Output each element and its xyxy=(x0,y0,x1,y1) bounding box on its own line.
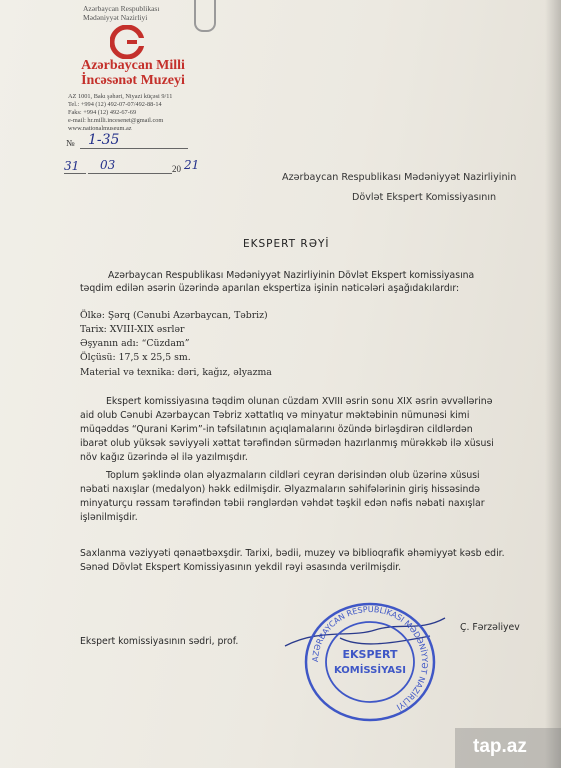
address-line: e-mail: hr.milli.incesenet@gmail.com xyxy=(68,117,164,124)
intro-line: Azərbaycan Respublikası Mədəniyyət Nazirliyinin Dövlət Ekspert komissiyasına xyxy=(108,270,475,281)
paragraph1-line: növ kağız üzərində əl ilə yazılmışdır. xyxy=(80,452,248,463)
signature-name: Ç. Fərzəliyev xyxy=(460,622,520,633)
document-title: EKSPERT RƏYİ xyxy=(243,238,330,250)
official-stamp-icon xyxy=(300,600,440,724)
address-line: Faks: +994 (12) 492-67-69 xyxy=(68,109,137,116)
detail-item-name: Əşyanın adı: “Cüzdam” xyxy=(80,338,190,349)
paragraph2-line: nəbati naxışlar (medalyon) həkk edilmişdir. Əlyazmaların səhifələrinin giriş hissəsində xyxy=(80,484,481,495)
address-line: AZ 1001, Bakı şəhəri, Niyazi küçəsi 9/11 xyxy=(68,93,173,100)
conclusion-line: Sənəd Dövlət Ekspert Komissiyasının yekdil rəyi əsasında verilmişdir. xyxy=(80,562,402,573)
address-line: www.nationalmuseum.az xyxy=(68,125,132,132)
signature-role: Ekspert komissiyasının sədri, prof. xyxy=(80,636,239,647)
paragraph1-line: aid olub Cənubi Azərbaycan Təbriz xəttatlıq və minyatur məktəbinin nümunəsi kimi xyxy=(80,410,470,421)
paragraph2-line: işlənilmişdir. xyxy=(80,512,138,523)
address-line: Tel.: +994 (12) 492-07-07/492-88-14 xyxy=(68,101,162,108)
paragraph2-line: minyaturçu rəssam tərəfindən təbii rənglərdən vəhdət təşkil edən nəfis nəbati naxışlar xyxy=(80,498,485,509)
intro-line: təqdim edilən əsərin üzərində aparılan ekspertiza işinin nəticələri aşağıdakılardır: xyxy=(80,283,460,294)
paragraph2-line: Toplum şəklində olan əlyazmaların cildləri ceyran dərisindən olub üzərinə xüsusi xyxy=(106,470,480,481)
date-day-underline xyxy=(64,173,86,174)
page-shadow xyxy=(545,0,561,768)
number-prefix: № xyxy=(66,138,75,148)
paragraph1-line: müqəddəs “Qurani Kərim”-in təfsilatının açıqlamalarını özündə birləşdirən cildlərdən xyxy=(80,424,473,435)
paragraph1-line: ibarət olub yüksək səviyyəli xəttat tərəfindən sürmədən hazırlanmış mürəkkəb ilə xüsusi xyxy=(80,438,494,449)
date-year-prefix: 20 xyxy=(172,164,181,174)
ministry-line2: Mədəniyyət Nazirliyi xyxy=(83,13,148,22)
org-name-line2: İncəsənət Muzeyi xyxy=(81,73,185,88)
recipient-line2: Dövlət Ekspert Komissiyasının xyxy=(352,192,497,203)
paper-clip xyxy=(194,0,216,32)
recipient-line1: Azərbaycan Respublikası Mədəniyyət Nazirliyinin xyxy=(282,172,517,183)
org-name-line1: Azərbaycan Milli xyxy=(81,58,185,73)
museum-logo-icon xyxy=(110,25,144,59)
watermark-text: tap.az xyxy=(473,736,527,757)
stamp-center-line1: EKSPERT xyxy=(342,648,398,661)
stamp-ring-text: AZƏRBAYCAN RESPUBLİKASI MƏDƏNİYYƏT NAZİRLİYİ xyxy=(310,604,430,712)
org-address xyxy=(68,93,188,133)
stamp-center-line2: KOMİSSİYASI xyxy=(333,665,407,676)
watermark xyxy=(455,728,561,768)
detail-material: Material və texnika: dəri, kağız, əlyazma xyxy=(80,367,272,378)
number-value: 1-35 xyxy=(88,132,120,148)
detail-date: Tarix: XVIII-XIX əsrlər xyxy=(80,324,185,335)
date-day: 31 xyxy=(64,159,80,173)
number-underline xyxy=(80,148,188,149)
conclusion-line: Saxlanma vəziyyəti qənaətbəxşdir. Tarixi, bədii, muzey və biblioqrafik əhəmiyyət kəsb edir. xyxy=(80,548,505,559)
detail-country: Ölkə: Şərq (Cənubi Azərbaycan, Təbriz) xyxy=(80,310,268,321)
date-month: 03 xyxy=(100,158,116,172)
detail-size: Ölçüsü: 17,5 x 25,5 sm. xyxy=(80,352,191,363)
date-year-suffix: 21 xyxy=(184,158,200,172)
ministry-line1: Azərbaycan Respublikası xyxy=(83,4,160,13)
paragraph1-line: Ekspert komissiyasına təqdim olunan cüzdam XVIII əsrin sonu XIX əsrin əvvəllərinə xyxy=(106,396,493,407)
date-month-underline xyxy=(88,173,172,174)
org-name xyxy=(68,58,198,88)
